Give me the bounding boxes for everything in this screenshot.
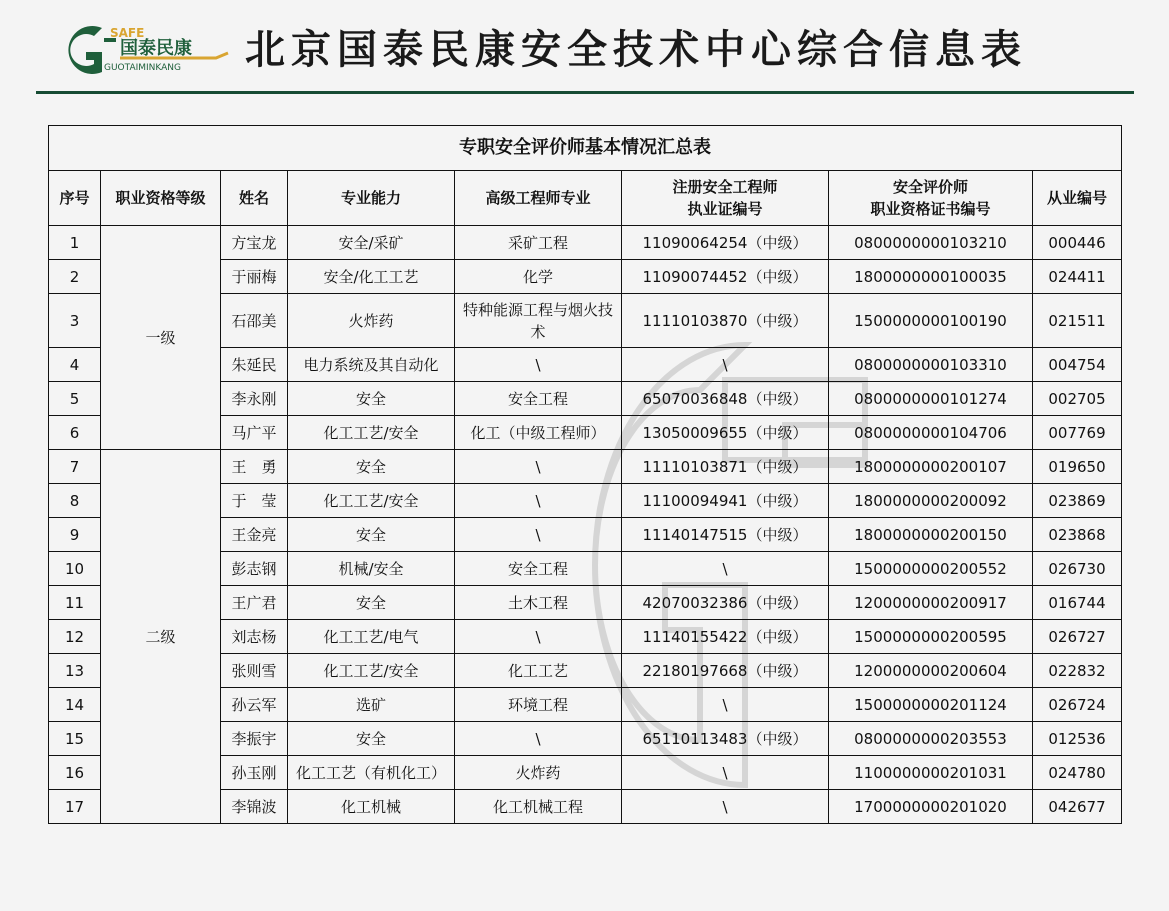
- cell-name: 张则雪: [221, 654, 288, 688]
- cell-practice-no: 042677: [1033, 790, 1122, 824]
- cell-reg-cert: 65070036848（中级）: [622, 382, 829, 416]
- cell-ability: 化工工艺/安全: [288, 484, 455, 518]
- cell-eval-cert: 1200000000200917: [829, 586, 1033, 620]
- header-practice-no: 从业编号: [1033, 171, 1122, 226]
- cell-senior-major: 安全工程: [455, 382, 622, 416]
- cell-eval-cert: 0800000000103210: [829, 226, 1033, 260]
- cell-reg-cert: 42070032386（中级）: [622, 586, 829, 620]
- cell-senior-major: \: [455, 518, 622, 552]
- header-seq: 序号: [49, 171, 101, 226]
- cell-senior-major: 化工（中级工程师）: [455, 416, 622, 450]
- cell-level: 二级: [101, 450, 221, 824]
- cell-name: 孙玉刚: [221, 756, 288, 790]
- cell-practice-no: 024411: [1033, 260, 1122, 294]
- cell-senior-major: 化工工艺: [455, 654, 622, 688]
- header-level: 职业资格等级: [101, 171, 221, 226]
- cell-seq: 6: [49, 416, 101, 450]
- table-row: [49, 226, 1122, 260]
- cell-eval-cert: 1500000000100190: [829, 294, 1033, 348]
- company-logo: [58, 22, 238, 78]
- cell-ability: 化工工艺（有机化工）: [288, 756, 455, 790]
- header-ability: 专业能力: [288, 171, 455, 226]
- svg-text:GUOTAIMINKANG: GUOTAIMINKANG: [104, 63, 182, 73]
- cell-practice-no: 023869: [1033, 484, 1122, 518]
- cell-reg-cert: 11100094941（中级）: [622, 484, 829, 518]
- cell-name: 李振宇: [221, 722, 288, 756]
- cell-ability: 化工工艺/安全: [288, 416, 455, 450]
- cell-ability: 电力系统及其自动化: [288, 348, 455, 382]
- header-eval-cert: [829, 171, 1033, 226]
- cell-ability: 化工工艺/电气: [288, 620, 455, 654]
- cell-ability: 安全/采矿: [288, 226, 455, 260]
- cell-name: 王金亮: [221, 518, 288, 552]
- cell-name: 朱延民: [221, 348, 288, 382]
- cell-eval-cert: 1200000000200604: [829, 654, 1033, 688]
- cell-senior-major: \: [455, 348, 622, 382]
- cell-senior-major: 土木工程: [455, 586, 622, 620]
- cell-ability: 安全: [288, 518, 455, 552]
- cell-ability: 安全: [288, 450, 455, 484]
- cell-reg-cert: 11110103870（中级）: [622, 294, 829, 348]
- cell-seq: 10: [49, 552, 101, 586]
- cell-practice-no: 021511: [1033, 294, 1122, 348]
- cell-name: 方宝龙: [221, 226, 288, 260]
- cell-name: 王广君: [221, 586, 288, 620]
- cell-practice-no: 007769: [1033, 416, 1122, 450]
- cell-practice-no: 023868: [1033, 518, 1122, 552]
- header-reg-cert-line2: 执业证编号: [687, 200, 763, 218]
- cell-reg-cert: \: [622, 688, 829, 722]
- page-header: [0, 0, 1169, 98]
- cell-ability: 安全: [288, 722, 455, 756]
- header-name: 姓名: [221, 171, 288, 226]
- cell-name: 于 莹: [221, 484, 288, 518]
- table-row: [49, 450, 1122, 484]
- cell-senior-major: 化学: [455, 260, 622, 294]
- cell-reg-cert: 11140147515（中级）: [622, 518, 829, 552]
- cell-seq: 2: [49, 260, 101, 294]
- cell-seq: 13: [49, 654, 101, 688]
- cell-eval-cert: 1800000000200092: [829, 484, 1033, 518]
- cell-seq: 12: [49, 620, 101, 654]
- cell-reg-cert: 11110103871（中级）: [622, 450, 829, 484]
- cell-practice-no: 016744: [1033, 586, 1122, 620]
- summary-table: [48, 125, 1122, 824]
- header-row: [49, 171, 1122, 226]
- cell-senior-major: 环境工程: [455, 688, 622, 722]
- cell-ability: 机械/安全: [288, 552, 455, 586]
- cell-ability: 化工机械: [288, 790, 455, 824]
- cell-ability: 安全: [288, 586, 455, 620]
- cell-name: 彭志钢: [221, 552, 288, 586]
- cell-eval-cert: 0800000000103310: [829, 348, 1033, 382]
- cell-senior-major: \: [455, 620, 622, 654]
- cell-eval-cert: 1800000000200150: [829, 518, 1033, 552]
- cell-reg-cert: 11090074452（中级）: [622, 260, 829, 294]
- cell-ability: 安全/化工工艺: [288, 260, 455, 294]
- cell-eval-cert: 1800000000100035: [829, 260, 1033, 294]
- table-title: 专职安全评价师基本情况汇总表: [49, 126, 1122, 171]
- cell-reg-cert: 11140155422（中级）: [622, 620, 829, 654]
- cell-reg-cert: 22180197668（中级）: [622, 654, 829, 688]
- cell-name: 马广平: [221, 416, 288, 450]
- cell-eval-cert: 1500000000200552: [829, 552, 1033, 586]
- cell-senior-major: 化工机械工程: [455, 790, 622, 824]
- cell-practice-no: 024780: [1033, 756, 1122, 790]
- cell-practice-no: 019650: [1033, 450, 1122, 484]
- cell-reg-cert: \: [622, 552, 829, 586]
- cell-practice-no: 022832: [1033, 654, 1122, 688]
- header-divider: [36, 91, 1134, 94]
- page-title: 北京国泰民康安全技术中心综合信息表: [245, 27, 1027, 73]
- cell-seq: 15: [49, 722, 101, 756]
- cell-eval-cert: 1500000000200595: [829, 620, 1033, 654]
- cell-seq: 17: [49, 790, 101, 824]
- cell-seq: 14: [49, 688, 101, 722]
- svg-text:国泰民康: 国泰民康: [120, 38, 192, 59]
- cell-eval-cert: 1700000000201020: [829, 790, 1033, 824]
- cell-eval-cert: 1500000000201124: [829, 688, 1033, 722]
- cell-ability: 化工工艺/安全: [288, 654, 455, 688]
- header-senior-major: 高级工程师专业: [455, 171, 622, 226]
- cell-eval-cert: 0800000000203553: [829, 722, 1033, 756]
- cell-seq: 3: [49, 294, 101, 348]
- cell-senior-major: 采矿工程: [455, 226, 622, 260]
- header-eval-cert-line2: 职业资格证书编号: [870, 200, 991, 218]
- cell-reg-cert: 65110113483（中级）: [622, 722, 829, 756]
- cell-practice-no: 026724: [1033, 688, 1122, 722]
- cell-reg-cert: \: [622, 790, 829, 824]
- svg-text:SAFE: SAFE: [110, 26, 145, 40]
- cell-practice-no: 026730: [1033, 552, 1122, 586]
- cell-eval-cert: 0800000000104706: [829, 416, 1033, 450]
- header-reg-cert-line1: 注册安全工程师: [672, 178, 778, 196]
- cell-name: 刘志杨: [221, 620, 288, 654]
- cell-practice-no: 012536: [1033, 722, 1122, 756]
- cell-seq: 5: [49, 382, 101, 416]
- header-reg-cert: [622, 171, 829, 226]
- cell-seq: 11: [49, 586, 101, 620]
- cell-level: 一级: [101, 226, 221, 450]
- cell-senior-major: \: [455, 450, 622, 484]
- cell-practice-no: 002705: [1033, 382, 1122, 416]
- cell-eval-cert: 1800000000200107: [829, 450, 1033, 484]
- cell-seq: 4: [49, 348, 101, 382]
- cell-ability: 选矿: [288, 688, 455, 722]
- cell-name: 王 勇: [221, 450, 288, 484]
- cell-reg-cert: \: [622, 348, 829, 382]
- cell-ability: 火炸药: [288, 294, 455, 348]
- cell-name: 石邵美: [221, 294, 288, 348]
- cell-seq: 7: [49, 450, 101, 484]
- cell-practice-no: 000446: [1033, 226, 1122, 260]
- cell-senior-major: \: [455, 484, 622, 518]
- cell-name: 李永刚: [221, 382, 288, 416]
- cell-senior-major: \: [455, 722, 622, 756]
- cell-senior-major: 安全工程: [455, 552, 622, 586]
- cell-seq: 16: [49, 756, 101, 790]
- cell-name: 于丽梅: [221, 260, 288, 294]
- cell-seq: 9: [49, 518, 101, 552]
- cell-practice-no: 004754: [1033, 348, 1122, 382]
- cell-ability: 安全: [288, 382, 455, 416]
- header-eval-cert-line1: 安全评价师: [892, 178, 968, 196]
- cell-reg-cert: \: [622, 756, 829, 790]
- cell-reg-cert: 13050009655（中级）: [622, 416, 829, 450]
- cell-practice-no: 026727: [1033, 620, 1122, 654]
- cell-name: 李锦波: [221, 790, 288, 824]
- cell-name: 孙云军: [221, 688, 288, 722]
- cell-senior-major: 特种能源工程与烟火技术: [455, 294, 622, 348]
- cell-seq: 8: [49, 484, 101, 518]
- cell-eval-cert: 1100000000201031: [829, 756, 1033, 790]
- cell-reg-cert: 11090064254（中级）: [622, 226, 829, 260]
- cell-senior-major: 火炸药: [455, 756, 622, 790]
- cell-seq: 1: [49, 226, 101, 260]
- cell-eval-cert: 0800000000101274: [829, 382, 1033, 416]
